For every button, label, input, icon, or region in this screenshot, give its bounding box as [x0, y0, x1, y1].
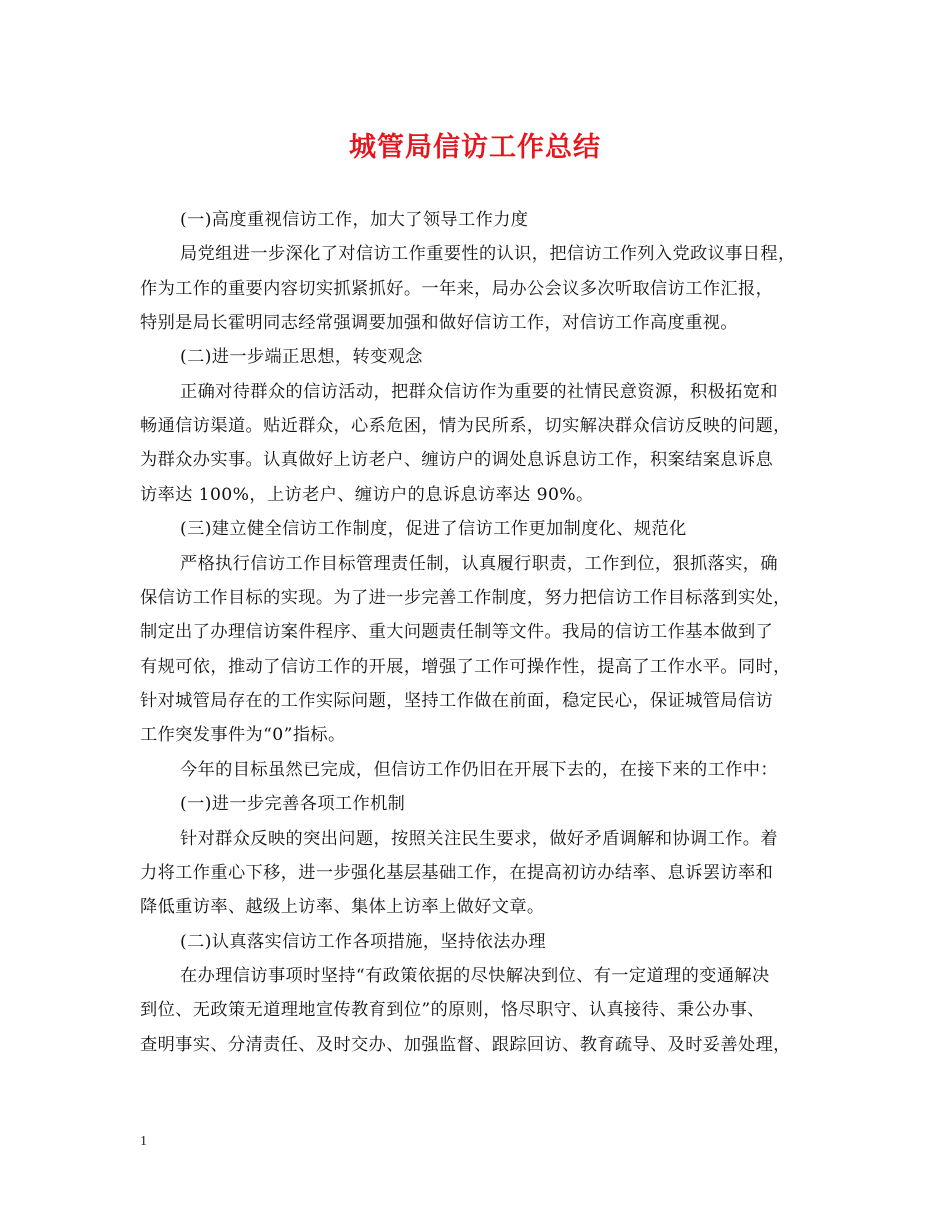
paragraph-line: 力将工作重心下移，进一步强化基层基础工作，在提高初访办结率、息诉罢访率和	[140, 863, 774, 883]
page-number: 1	[140, 1134, 147, 1149]
paragraph-line: 工作突发事件为“0”指标。	[140, 725, 346, 745]
section-heading: (二)进一步端正思想，转变观念	[180, 347, 423, 367]
paragraph-line: 在办理信访事项时坚持“有政策依据的尽快解决到位、有一定道理的变通解决	[180, 966, 770, 986]
paragraph-line: 访率达 100%，上访老户、缠访户的息诉息访率达 90%。	[140, 485, 594, 505]
document-title: 城管局信访工作总结	[349, 132, 601, 163]
paragraph-line: 严格执行信访工作目标管理责任制，认真履行职责，工作到位，狠抓落实，确	[180, 554, 778, 574]
paragraph-line: 为群众办实事。认真做好上访老户、缠访户的调处息诉息访工作，积案结案息诉息	[140, 450, 774, 470]
paragraph-line: 今年的目标虽然已完成，但信访工作仍旧在开展下去的，在接下来的工作中：	[180, 760, 778, 780]
paragraph-line: 降低重访率、越级上访率、集体上访率上做好文章。	[140, 897, 545, 917]
paragraph-line: 制定出了办理信访案件程序、重大问题责任制等文件。我局的信访工作基本做到了	[140, 622, 774, 642]
paragraph-line: 局党组进一步深化了对信访工作重要性的认识，把信访工作列入党政议事日程，	[180, 244, 796, 264]
paragraph-line: 针对群众反映的突出问题，按照关注民生要求，做好矛盾调解和协调工作。着	[180, 829, 778, 849]
paragraph-line: 畅通信访渠道。贴近群众，心系危困，情为民所系，切实解决群众信访反映的问题，	[140, 416, 791, 436]
paragraph-line: 到位、无政策无道理地宣传教育到位”的原则，恪尽职守、认真接待、秉公办事、	[140, 1000, 765, 1020]
section-heading: (三)建立健全信访工作制度，促进了信访工作更加制度化、规范化	[180, 519, 687, 539]
paragraph-line: 特别是局长霍明同志经常强调要加强和做好信访工作，对信访工作高度重视。	[140, 313, 738, 333]
paragraph-line: 针对城管局存在的工作实际问题，坚持工作做在前面，稳定民心，保证城管局信访	[140, 691, 774, 711]
paragraph-line: 作为工作的重要内容切实抓紧抓好。一年来，局办公会议多次听取信访工作汇报，	[140, 279, 774, 299]
paragraph-line: 正确对待群众的信访活动，把群众信访作为重要的社情民意资源，积极拓宽和	[180, 382, 778, 402]
paragraph-line: 有规可依，推动了信访工作的开展，增强了工作可操作性，提高了工作水平。同时，	[140, 657, 791, 677]
section-heading: (二)认真落实信访工作各项措施，坚持依法办理	[180, 932, 546, 952]
section-heading: (一)进一步完善各项工作机制	[180, 794, 406, 814]
section-heading: (一)高度重视信访工作，加大了领导工作力度	[180, 210, 529, 230]
paragraph-line: 保信访工作目标的实现。为了进一步完善工作制度，努力把信访工作目标落到实处，	[140, 588, 791, 608]
paragraph-line: 查明事实、分清责任、及时交办、加强监督、跟踪回访、教育疏导、及时妥善处理，	[140, 1035, 791, 1055]
